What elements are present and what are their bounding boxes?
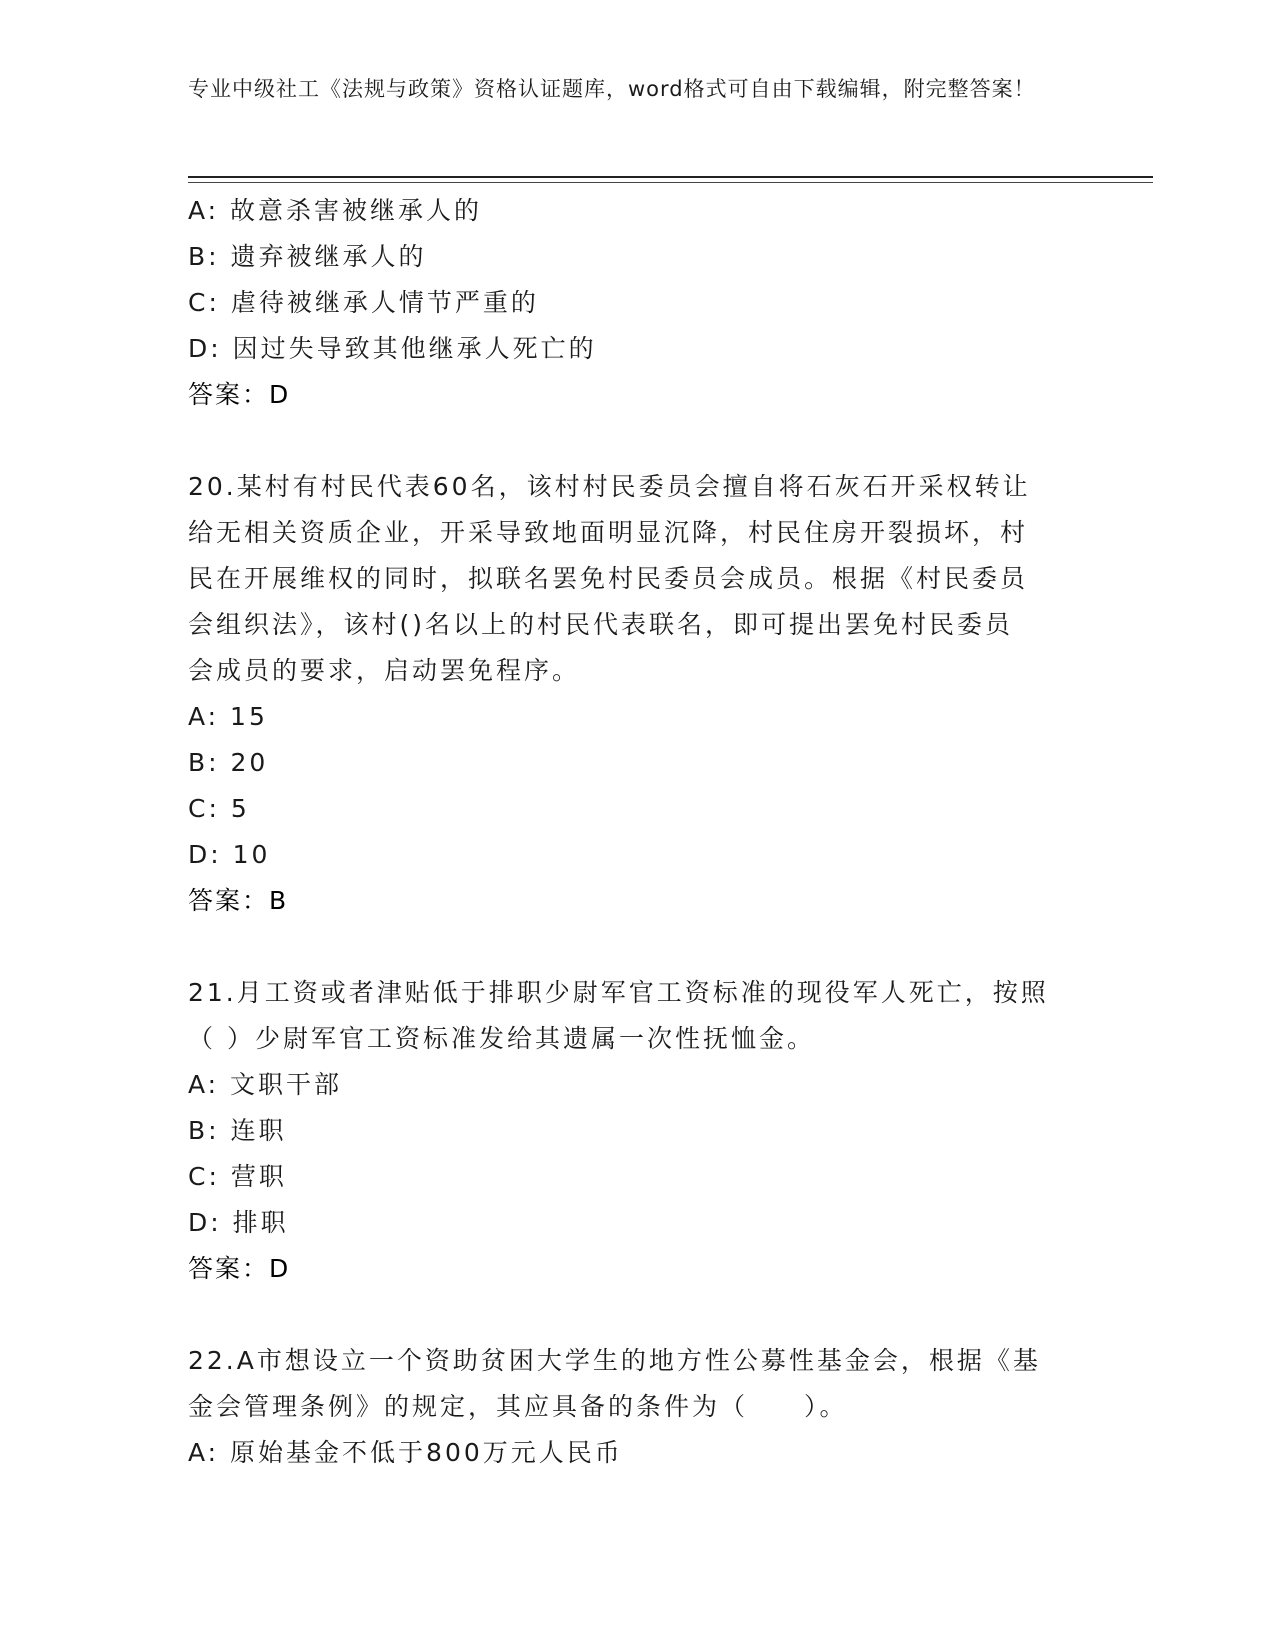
document-header: 专业中级社工《法规与政策》资格认证题库，word格式可自由下载编辑，附完整答案！ [188, 77, 1036, 101]
answer-line: 答案：D [188, 1254, 291, 1283]
option-c: C: 5 [188, 794, 250, 823]
question-content [188, 188, 1068, 1476]
option-a: A: 文职干部 [188, 1070, 343, 1099]
question-stem-line: 21.月工资或者津贴低于排职少尉军官工资标准的现役军人死亡，按照 [188, 978, 1049, 1007]
question-19 [188, 188, 1068, 418]
question-22 [188, 1338, 1068, 1476]
spacer [188, 418, 1068, 464]
option-c: C: 营职 [188, 1162, 287, 1191]
question-stem-line: 会组织法》，该村()名以上的村民代表联名，即可提出罢免村民委员 [188, 610, 1014, 639]
option-a: A: 原始基金不低于800万元人民币 [188, 1438, 623, 1467]
option-d: D: 因过失导致其他继承人死亡的 [188, 334, 597, 363]
option-b: B: 20 [188, 748, 269, 777]
option-a: A: 故意杀害被继承人的 [188, 196, 483, 225]
question-stem-line: 22.A市想设立一个资助贫困大学生的地方性公募性基金会，根据《基 [188, 1346, 1041, 1375]
question-stem-line: 给无相关资质企业，开采导致地面明显沉降，村民住房开裂损坏，村 [188, 518, 1029, 547]
question-20 [188, 464, 1068, 924]
option-a: A: 15 [188, 702, 268, 731]
header-rule-thin [188, 182, 1153, 183]
question-stem-line: 会成员的要求，启动罢免程序。 [188, 656, 581, 685]
option-b: B: 连职 [188, 1116, 287, 1145]
option-d: D: 排职 [188, 1208, 289, 1237]
question-stem-line: 20.某村有村民代表60名，该村村民委员会擅自将石灰石开采权转让 [188, 472, 1031, 501]
answer-line: 答案：B [188, 886, 289, 915]
question-stem-line: 民在开展维权的同时，拟联名罢免村民委员会成员。根据《村民委员 [188, 564, 1029, 593]
header-rule-thick [188, 176, 1153, 178]
option-d: D: 10 [188, 840, 271, 869]
spacer [188, 1292, 1068, 1338]
question-stem-line: （ ）少尉军官工资标准发给其遗属一次性抚恤金。 [188, 1024, 815, 1053]
question-stem-line: 金会管理条例》的规定，其应具备的条件为（ ）。 [188, 1392, 848, 1421]
spacer [188, 924, 1068, 970]
option-b: B: 遗弃被继承人的 [188, 242, 427, 271]
answer-line: 答案：D [188, 380, 291, 409]
question-21 [188, 970, 1068, 1292]
option-c: C: 虐待被继承人情节严重的 [188, 288, 539, 317]
